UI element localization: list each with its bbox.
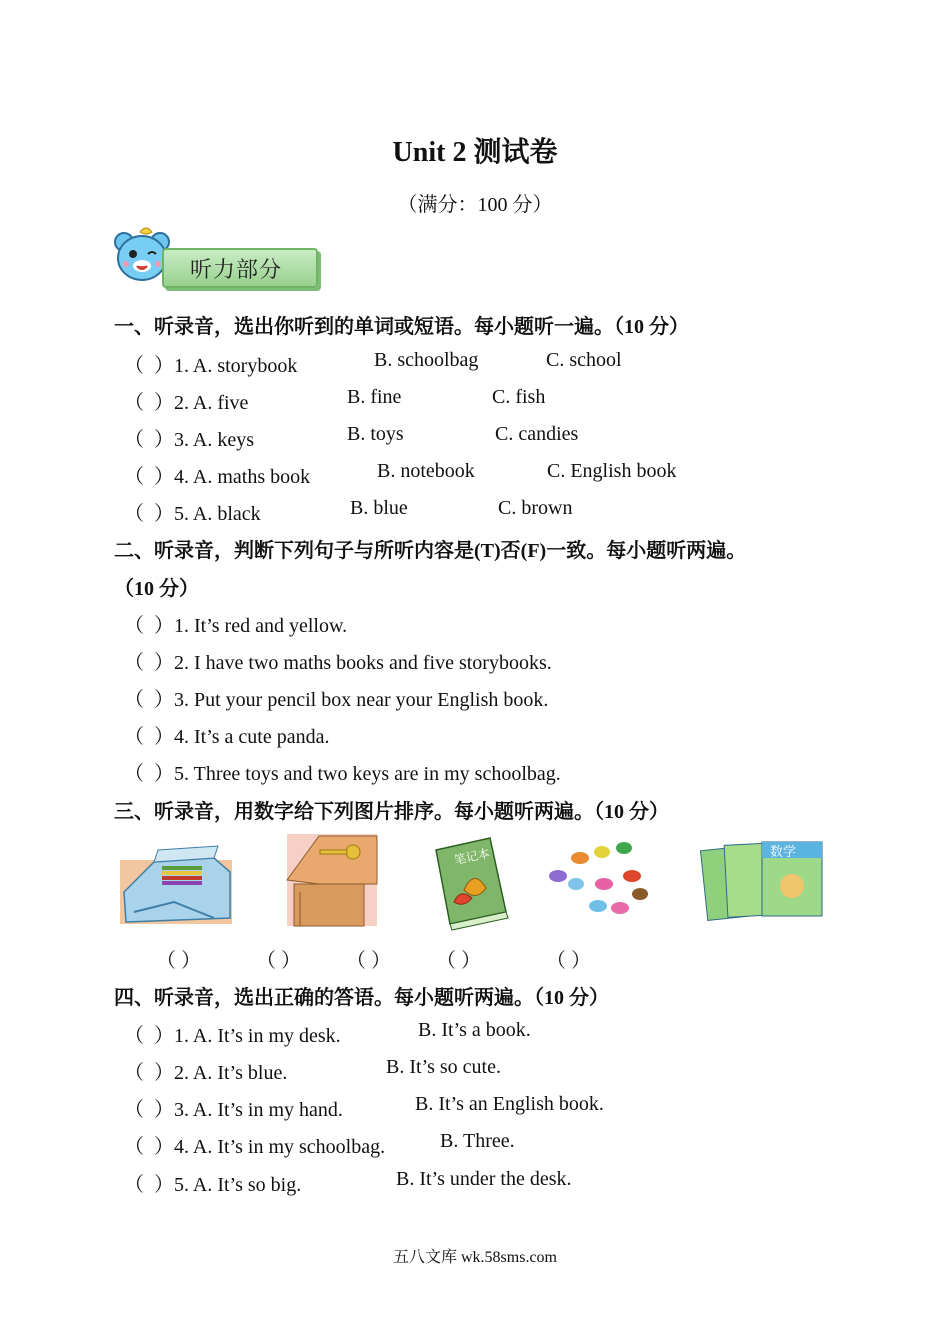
- answer-paren: （: [124, 503, 144, 525]
- answer-blank[interactable]: （ ）: [436, 950, 481, 972]
- option-c: C. brown: [498, 497, 573, 519]
- statement: ）1. It’s red and yellow.: [154, 615, 348, 637]
- part2-heading: 二、听录音，判断下列句子与所听内容是(T)否(F)一致。每小题听两遍。: [114, 540, 747, 562]
- statement: ）5. Three toys and two keys are in my schoolbag.: [154, 763, 561, 785]
- option-b: B. It’s under the desk.: [396, 1168, 572, 1190]
- answer-paren: （: [124, 652, 144, 674]
- option-a: ）5. A. black: [154, 503, 261, 525]
- option-b: B. It’s an English book.: [415, 1093, 604, 1115]
- notebook-picture: [436, 838, 508, 930]
- option-b: B. schoolbag: [374, 349, 479, 371]
- notebook-label: 笔记本: [452, 846, 491, 868]
- answer-paren: （: [124, 355, 144, 377]
- option-a: ）2. A. five: [154, 392, 249, 414]
- option-a: ）4. A. It’s in my schoolbag.: [154, 1136, 386, 1158]
- answer-paren: （: [124, 1136, 144, 1158]
- answer-paren: （: [124, 466, 144, 488]
- statement: ）2. I have two maths books and five storybooks.: [154, 652, 552, 674]
- answer-paren: （: [124, 1099, 144, 1121]
- option-b: B. blue: [350, 497, 408, 519]
- candies-picture: [549, 842, 648, 914]
- maths-books-picture: [700, 842, 822, 920]
- key-picture: [287, 834, 377, 926]
- option-a: ）4. A. maths book: [154, 466, 311, 488]
- option-b: B. fine: [347, 386, 402, 408]
- answer-blank[interactable]: （ ）: [156, 950, 201, 972]
- answer-paren: （: [124, 392, 144, 414]
- option-b: B. toys: [347, 423, 404, 445]
- page-subtitle: （满分：100 分）: [397, 194, 553, 216]
- option-a: ）3. A. keys: [154, 429, 254, 451]
- answer-paren: （: [124, 763, 144, 785]
- answer-paren: （: [124, 429, 144, 451]
- answer-paren: （: [124, 1174, 144, 1196]
- answer-paren: （: [124, 726, 144, 748]
- option-a: ）1. A. storybook: [154, 355, 298, 377]
- page-title: Unit 2 测试卷: [392, 137, 558, 168]
- footer-source: 五八文库 wk.58sms.com: [392, 1249, 557, 1266]
- option-a: ）3. A. It’s in my hand.: [154, 1099, 343, 1121]
- statement: ）3. Put your pencil box near your English book.: [154, 689, 549, 711]
- part1-heading: 一、听录音，选出你听到的单词或短语。每小题听一遍。（10 分）: [114, 316, 689, 338]
- section-label: 听力部分: [190, 258, 283, 283]
- option-a: ）5. A. It’s so big.: [154, 1174, 302, 1196]
- answer-paren: （: [124, 1062, 144, 1084]
- part2-heading-score: （10 分）: [114, 578, 199, 600]
- listening-section-badge: [112, 226, 322, 288]
- option-c: C. candies: [495, 423, 579, 445]
- option-a: ）1. A. It’s in my desk.: [154, 1025, 341, 1047]
- answer-blank[interactable]: （ ）: [546, 950, 591, 972]
- answer-paren: （: [124, 615, 144, 637]
- option-c: C. English book: [547, 460, 677, 482]
- option-c: C. fish: [492, 386, 546, 408]
- maths-book-label: 数学: [770, 845, 797, 860]
- answer-blank[interactable]: （ ）: [256, 950, 301, 972]
- option-b: B. notebook: [377, 460, 475, 482]
- option-c: C. school: [546, 349, 622, 371]
- option-a: ）2. A. It’s blue.: [154, 1062, 288, 1084]
- part4-heading: 四、听录音，选出正确的答语。每小题听两遍。（10 分）: [114, 987, 609, 1009]
- option-b: B. Three.: [440, 1130, 515, 1152]
- option-b: B. It’s so cute.: [386, 1056, 501, 1078]
- option-b: B. It’s a book.: [418, 1019, 531, 1041]
- part3-heading: 三、听录音，用数字给下列图片排序。每小题听两遍。（10 分）: [114, 801, 669, 823]
- schoolbag-picture: [120, 846, 232, 924]
- part3-pictures: [114, 832, 834, 932]
- answer-blank[interactable]: （ ）: [346, 950, 391, 972]
- answer-paren: （: [124, 1025, 144, 1047]
- statement: ）4. It’s a cute panda.: [154, 726, 330, 748]
- answer-paren: （: [124, 689, 144, 711]
